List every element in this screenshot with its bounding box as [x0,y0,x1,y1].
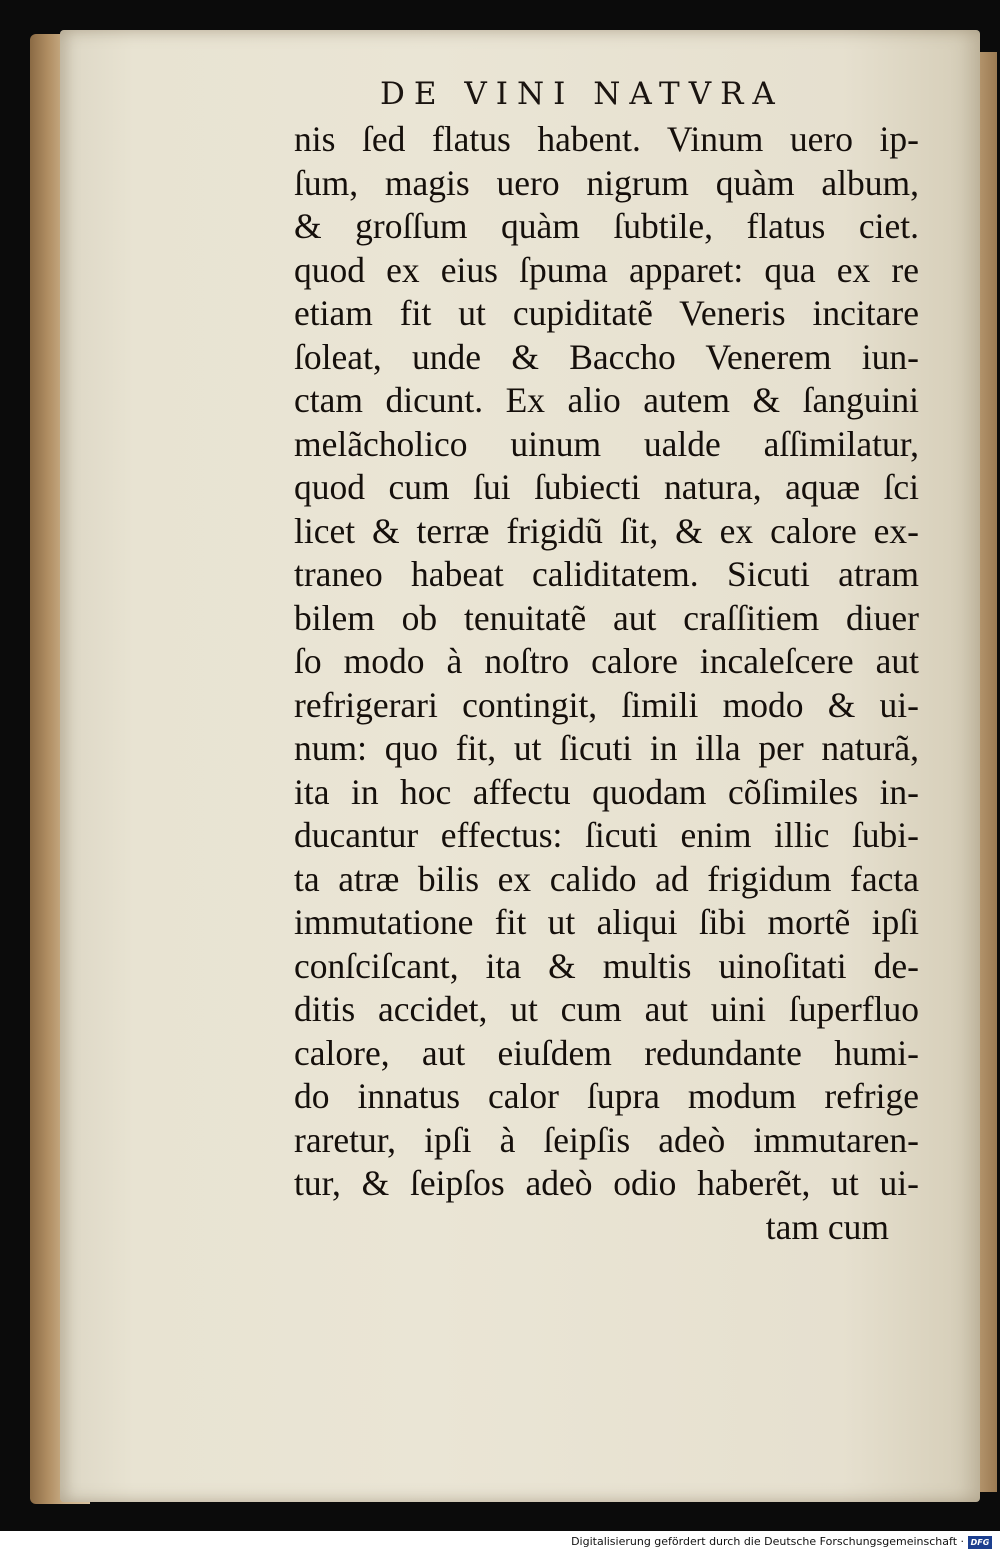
text-line: calore, aut eiuſdem redundante humi‑ [294,1032,919,1073]
text-line: ditis accidet, ut cum aut uini ſuperfluo [294,989,919,1029]
text-line: ita in hoc affectu quodam cõſimiles in‑ [294,771,919,812]
text-line: conſciſcant, ita & multis uinoſitati de‑ [294,945,919,986]
text-line: refrigerari contingit, ſimili modo & ui‑ [294,684,919,725]
text-line: traneo habeat caliditatem. Sicuti atram [294,554,919,594]
text-line: etiam fit ut cupiditatẽ Veneris incitare [294,293,919,333]
text-line: quod ex eius ſpuma apparet: qua ex re [294,249,919,290]
text-line: num: quo fit, ut ſicuti in illa per naturã, [294,728,919,768]
text-line: ſum, magis uero nigrum quàm album, [294,162,919,203]
text-line: melãcholico uinum ualde aſſimilatur, [294,423,919,464]
text-line: ctam dicunt. Ex alio autem & ſanguini [294,380,919,420]
funding-credit: Digitalisierung gefördert durch die Deutsche Forschungsgemeinschaft · [571,1535,964,1548]
text-line: ſoleat, unde & Baccho Venerem iun‑ [294,336,919,377]
text-line: licet & terræ frigidũ ſit, & ex calore ex‑ [294,510,919,551]
body-text [294,118,919,1249]
text-line: raretur, ipſi à ſeipſis adeò immutaren‑ [294,1119,919,1160]
running-head: DE VINI NATVRA [380,76,784,112]
text-line: & groſſum quàm ſubtile, flatus ciet. [294,206,919,246]
dfg-logo: DFG [968,1536,992,1549]
text-line: nis ſed flatus habent. Vinum uero ip‑ [294,119,919,159]
text-line: quod cum ſui ſubiecti natura, aquæ ſci [294,467,919,507]
text-line: do innatus calor ſupra modum refrige [294,1076,919,1116]
text-line: ta atræ bilis ex calido ad frigidum facta [294,858,919,899]
text-line: bilem ob tenuitatẽ aut craſſitiem diuer [294,597,919,638]
text-line: tur, & ſeipſos adeò odio haberẽt, ut ui‑ [294,1163,919,1203]
text-line: ducantur effectus: ſicuti enim illic ſubi‑ [294,815,919,855]
text-line: immutatione fit ut aliqui ſibi mortẽ ipſi [294,902,919,942]
text-line: ſo modo à noſtro calore incaleſcere aut [294,641,919,681]
catchword-line: tam cum [765,1206,889,1247]
